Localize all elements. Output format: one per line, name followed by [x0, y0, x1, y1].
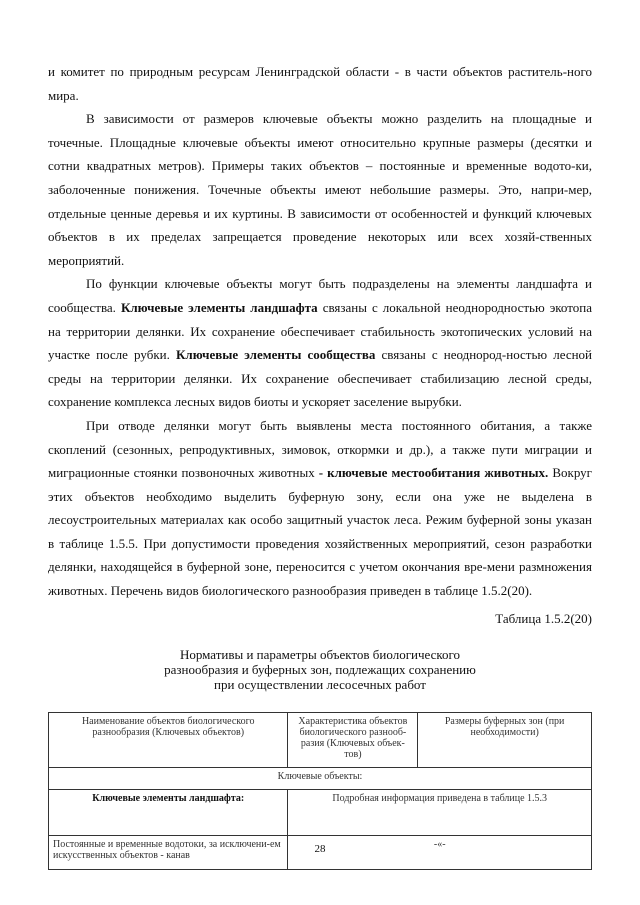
subhead-right-cell: Подробная информация приведена в таблице 1.5.3: [288, 789, 592, 835]
page-number: 28: [314, 843, 326, 855]
text-segment: Вокруг этих объектов необходимо выделить буферную зону, если она уже не выделена в лесоустроительных материалах как особо защитный участок леса. Режим буферной зоны указан в таблице 1.5.5. При допустимости проведения хозяйственных мероприятий, сезон разработки делянки, находящейся в буферной зоне, переносится с учетом окончания вре-мени размножения животных. Перечень видов биологического разнообразия приведен в таблице 1.5.2(20).: [48, 465, 592, 599]
row-left-cell: Постоянные и временные водотоки, за исключени-ем искусственных объектов - канав: [49, 835, 288, 869]
bold-term: Ключевые элементы сообщества: [175, 347, 376, 363]
table-title: [48, 647, 592, 692]
paragraph: [48, 272, 592, 414]
text-segment: связаны с локальной неоднородностью экотопа на территории делянки. Их сохранение обеспечивает стабильность экотопических условий на участке после рубки.: [48, 299, 593, 363]
section-cell: Ключевые объекты:: [49, 767, 592, 789]
body-text: [48, 60, 592, 603]
bold-term: Ключевые элементы ландшафта: [120, 299, 318, 315]
table-title-line: разнообразия и буферных зон, подлежащих сохранению: [164, 661, 476, 677]
table-title-line: Нормативы и параметры объектов биологического: [179, 646, 461, 662]
table-header-row: [49, 712, 592, 767]
text-segment: При отводе делянки могут быть выявлены места постоянного обитания, а также скоплений (сезонных, репродуктивных, зимовок, откормки и др.), а также пути миграции и миграционные стоянки позвоночных животных: [48, 417, 592, 481]
text-segment: связаны с неоднород-ностью лесной среды на территории делянки. Их сохранение обеспечивает стабилизацию лесной среды, сохранение комплекса лесных видов биоты и ускоряет заселение вырубки.: [48, 347, 593, 410]
paragraph: [48, 107, 592, 272]
paragraph: [48, 414, 592, 603]
bold-term: - ключевые местообитания животных.: [318, 465, 549, 481]
text-segment: В зависимости от размеров ключевые объекты можно разделить на площадные и точечные. Площадные ключевые объекты имеют относительно крупные размеры (десятки и сотни квадратных метров). Примеры таких объектов – постоянные и временные водото-ки, заболоченные понижения. Точечные объекты имеют небольшие размеры. Это, напри-мер, отдельные ценные деревья и их куртины. В зависимости от особенностей и функций ключевых объектов в их пределах запрещается проведение некоторых или всех хозяй-ственных мероприятий.: [48, 111, 592, 268]
table-caption: Таблица 1.5.2(20): [495, 610, 592, 626]
page-content: [48, 60, 592, 870]
header-name-cell: Наименование объектов биологического разнообразия (Ключевых объектов): [49, 712, 288, 767]
table-title-line: при осуществлении лесосечных работ: [214, 676, 426, 692]
row-right-cell: -«-: [288, 835, 592, 869]
subhead-left-cell: Ключевые элементы ландшафта:: [49, 789, 288, 835]
table-section-row: [49, 767, 592, 789]
header-buffer-size-cell: Размеры буферных зон (при необходимости): [418, 712, 592, 767]
table-subhead-row: [49, 789, 592, 835]
text-segment: и комитет по природным ресурсам Ленинградской области - в части объектов раститель-ного мира.: [48, 64, 592, 103]
paragraph: [48, 60, 592, 107]
text-segment: По функции ключевые объекты могут быть подразделены на элементы ландшафта и сообщества.: [48, 276, 592, 315]
header-characteristics-cell: Характеристика объектов биологического разнооб-разия (Ключевых объек-тов): [288, 712, 418, 767]
